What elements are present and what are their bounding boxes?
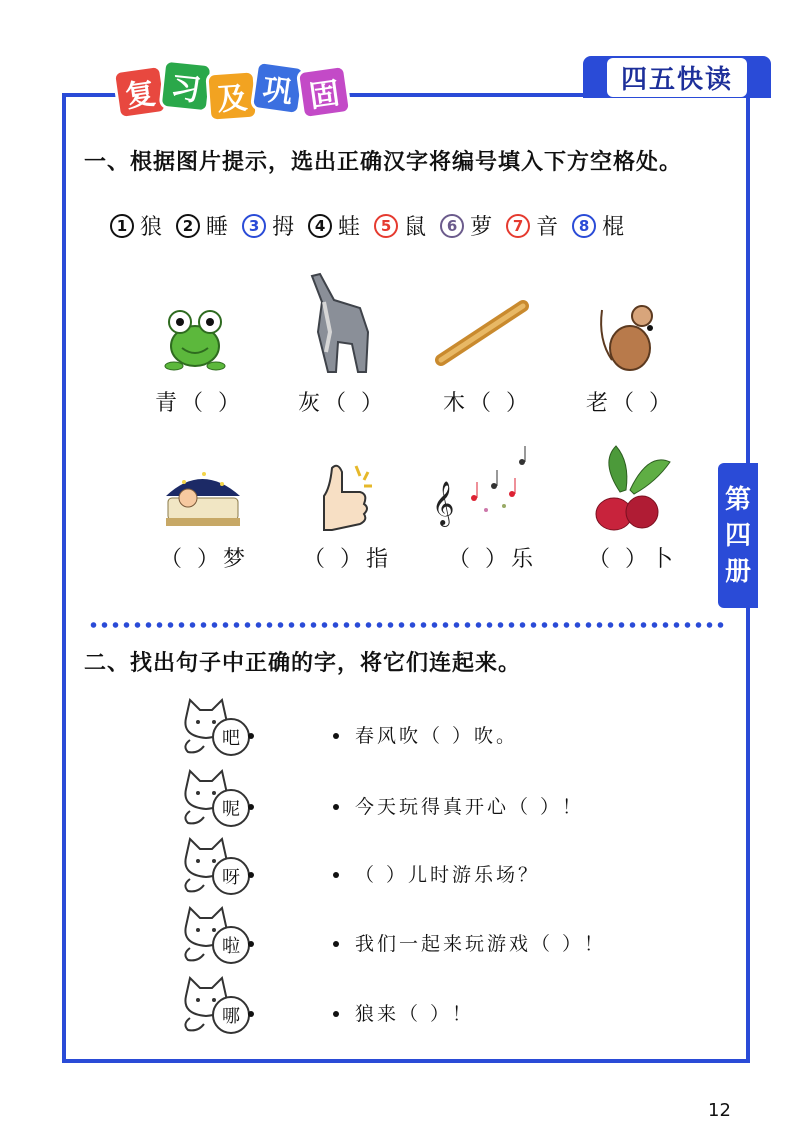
option-item <box>572 210 624 241</box>
title-char: 及 <box>209 73 256 120</box>
sentence-item: 今天玩得真开心（ ）！ <box>355 796 585 818</box>
sentence-item: （ ）儿时游乐场？ <box>355 864 541 886</box>
radish-icon <box>590 442 680 534</box>
option-item <box>110 210 162 241</box>
dotted-divider <box>88 622 728 628</box>
title-char: 固 <box>299 67 349 117</box>
option-item <box>374 210 426 241</box>
page-number: 12 <box>708 1100 731 1121</box>
side-tab-char: 第 <box>724 484 751 515</box>
sleeping-child-icon <box>160 462 245 532</box>
answer-char[interactable]: 呀 <box>212 857 250 895</box>
fill-blank-item[interactable]: 灰（ ） <box>298 391 387 416</box>
option-char: 拇 <box>272 215 295 240</box>
fill-blank-item[interactable]: 木（ ） <box>443 391 532 416</box>
option-item <box>242 210 294 241</box>
section-header-title <box>118 70 346 118</box>
fill-blank-item[interactable]: （ ）梦 <box>160 547 249 572</box>
option-char: 蛙 <box>338 215 361 240</box>
sentence-item: 我们一起来玩游戏（ ）！ <box>355 933 607 955</box>
option-char: 睡 <box>206 215 229 240</box>
fill-blank-item[interactable]: （ ）乐 <box>448 547 537 572</box>
music-notes-icon <box>428 438 538 528</box>
connector-dot-right[interactable] <box>333 1011 339 1017</box>
option-number: 5 <box>374 214 398 238</box>
thumbs-up-icon <box>308 458 383 536</box>
svg-text:𝄞: 𝄞 <box>432 481 455 525</box>
option-number: 6 <box>440 214 464 238</box>
option-char: 鼠 <box>404 215 427 240</box>
character-options <box>110 210 624 241</box>
option-item <box>176 210 228 241</box>
section2-title: 二、找出句子中正确的字，将它们连起来。 <box>84 651 522 676</box>
option-number: 8 <box>572 214 596 238</box>
frog-icon <box>160 300 230 372</box>
fill-blank-item[interactable]: （ ）卜 <box>588 547 677 572</box>
title-char: 巩 <box>253 63 303 113</box>
mouse-icon <box>592 300 664 375</box>
title-char: 习 <box>162 62 210 110</box>
option-item <box>308 210 360 241</box>
option-item <box>506 210 558 241</box>
answer-char[interactable]: 哪 <box>212 996 250 1034</box>
option-char: 棍 <box>602 215 625 240</box>
connector-dot-right[interactable] <box>333 872 339 878</box>
option-char: 音 <box>536 215 559 240</box>
option-number: 4 <box>308 214 332 238</box>
connector-dot-left[interactable] <box>248 733 254 739</box>
connector-dot-left[interactable] <box>248 872 254 878</box>
option-char: 萝 <box>470 215 493 240</box>
side-tab-char: 册 <box>724 556 751 587</box>
wolf-icon <box>300 272 380 377</box>
connector-dot-left[interactable] <box>248 804 254 810</box>
connector-dot-right[interactable] <box>333 804 339 810</box>
title-char: 复 <box>115 67 165 117</box>
fill-blank-item[interactable]: 青（ ） <box>155 391 244 416</box>
section1-title: 一、根据图片提示，选出正确汉字将编号填入下方空格处。 <box>84 150 683 175</box>
badge-label: 四五快读 <box>607 58 747 97</box>
stick-icon <box>435 298 530 368</box>
option-number: 7 <box>506 214 530 238</box>
connector-dot-right[interactable] <box>333 733 339 739</box>
connector-dot-left[interactable] <box>248 1011 254 1017</box>
book-badge <box>583 56 771 98</box>
option-char: 狼 <box>140 215 163 240</box>
side-tab-char: 四 <box>724 520 751 551</box>
fill-blank-item[interactable]: （ ）指 <box>303 547 392 572</box>
option-item <box>440 210 492 241</box>
answer-char[interactable]: 啦 <box>212 926 250 964</box>
answer-char[interactable]: 呢 <box>212 789 250 827</box>
connector-dot-left[interactable] <box>248 941 254 947</box>
volume-side-tab <box>718 463 758 608</box>
sentence-item: 春风吹（ ）吹。 <box>355 725 519 747</box>
sentence-item: 狼来（ ）！ <box>355 1003 475 1025</box>
option-number: 1 <box>110 214 134 238</box>
option-number: 2 <box>176 214 200 238</box>
option-number: 3 <box>242 214 266 238</box>
answer-char[interactable]: 吧 <box>212 718 250 756</box>
fill-blank-item[interactable]: 老（ ） <box>586 391 675 416</box>
connector-dot-right[interactable] <box>333 941 339 947</box>
